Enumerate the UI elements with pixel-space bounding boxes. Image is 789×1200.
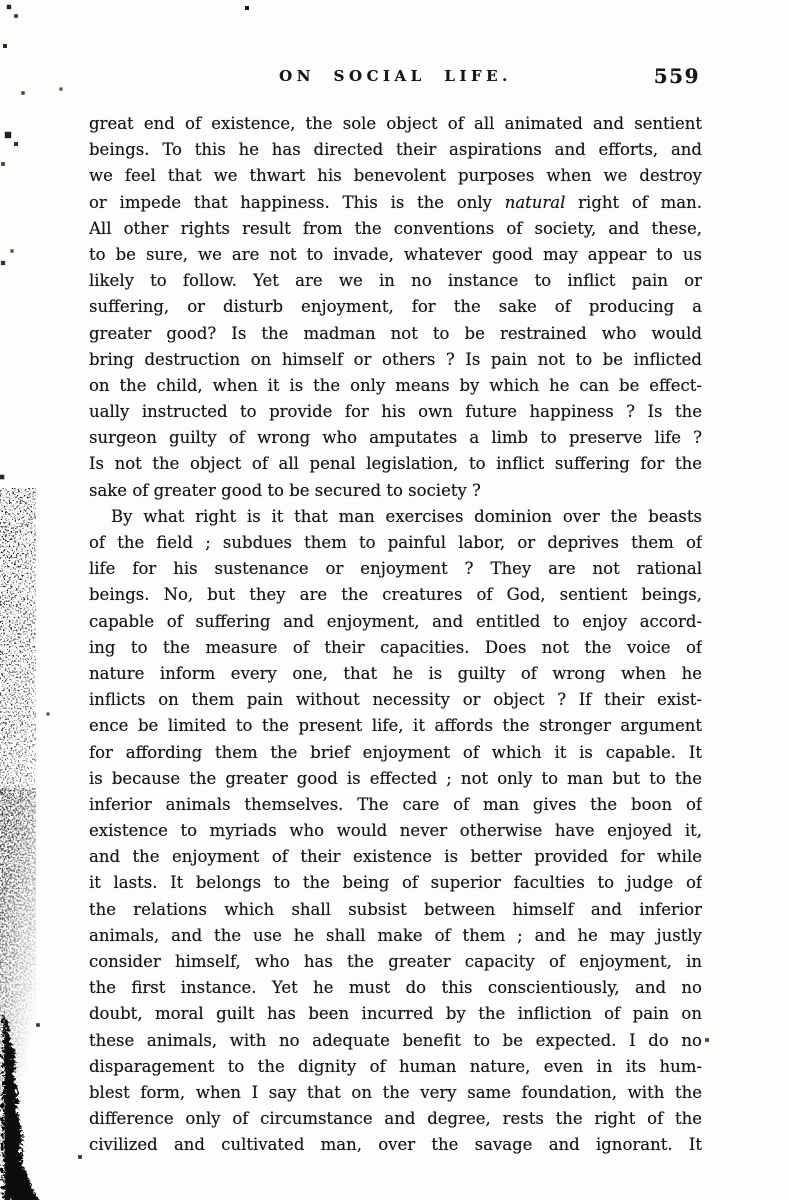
- text-line: capable of suffering and enjoyment, and entitled to enjoy accord-: [89, 611, 702, 631]
- text-line: of the field ; subdues them to painful labor, or deprives them of: [89, 533, 702, 552]
- text-line: is because the greater good is effected ; not only to man but to the: [89, 768, 702, 788]
- text-line: we feel that we thwart his benevolent purposes when we destroy: [89, 166, 702, 186]
- text-line: ence be limited to the present life, it affords the stronger argument: [89, 716, 702, 736]
- text-line: the relations which shall subsist between himself and inferior: [89, 899, 702, 919]
- text-line: animals, and the use he shall make of them ; and he may justly: [89, 925, 702, 945]
- text-line: or impede that happiness. This is the only natural right of man.: [89, 192, 702, 212]
- text-line: the first instance. Yet he must do this conscientiously, and no: [89, 978, 702, 998]
- text-line: By what right is it that man exercises dominion over the beasts: [111, 506, 702, 526]
- text-line: life for his sustenance or enjoyment ? They are not rational: [89, 559, 702, 579]
- text-line: civilized and cultivated man, over the savage and ignorant. It: [89, 1135, 702, 1155]
- text-line: and the enjoyment of their existence is better provided for while: [89, 847, 702, 867]
- text-line: these animals, with no adequate benefit to be expected. I do no: [89, 1030, 702, 1050]
- text-line: ing to the measure of their capacities. Does not the voice of: [89, 637, 702, 657]
- scan-blotch-shape: [0, 1004, 52, 1200]
- running-title: ON SOCIAL LIFE.: [279, 67, 512, 85]
- text-line: inferior animals themselves. The care of man gives the boon of: [89, 794, 702, 814]
- text-line: bring destruction on himself or others ? Is pain not to be inflicted: [89, 349, 702, 369]
- text-line: consider himself, who has the greater capacity of enjoyment, in: [89, 952, 702, 971]
- scan-blotch-bottom-left: [0, 1004, 52, 1200]
- text-line: blest form, when I say that on the very same foundation, with the: [89, 1082, 702, 1102]
- text-line: ually instructed to provide for his own future happiness ? Is the: [89, 402, 702, 422]
- text-line: to be sure, we are not to invade, whatever good may appear to us: [89, 244, 702, 264]
- text-line: sake of greater good to be secured to society ?: [89, 480, 481, 500]
- text-line: disparagement to the dignity of human nature, even in its hum-: [89, 1056, 702, 1076]
- text-line: suffering, or disturb enjoyment, for the sake of producing a: [89, 297, 702, 317]
- text-line: All other rights result from the conventions of society, and these,: [89, 218, 702, 238]
- text-line: it lasts. It belongs to the being of superior faculties to judge of: [89, 873, 702, 893]
- text-line: surgeon guilty of wrong who amputates a limb to preserve life ?: [89, 428, 702, 448]
- text-line: nature inform every one, that he is guilty of wrong when he: [89, 663, 702, 683]
- text-line: beings. To this he has directed their aspirations and efforts, and: [89, 140, 702, 160]
- text-line: difference only of circumstance and degree, rests the right of the: [89, 1109, 702, 1129]
- text-line: likely to follow. Yet are we in no instance to inflict pain or: [89, 271, 702, 291]
- text-line: for affording them the brief enjoyment of which it is capable. It: [89, 742, 702, 762]
- text-line: great end of existence, the sole object of all animated and sentient: [89, 114, 702, 133]
- text-line: greater good? Is the madman not to be restrained who would: [89, 323, 702, 343]
- text-line: on the child, when it is the only means by which he can be effect-: [89, 375, 702, 395]
- text-line: Is not the object of all penal legislation, to inflict suffering for the: [89, 454, 702, 474]
- text-line: beings. No, but they are the creatures of God, sentient beings,: [89, 585, 702, 605]
- scan-specks: [0, 0, 2, 2]
- page-header: [89, 64, 702, 95]
- text-line: doubt, moral guilt has been incurred by the infliction of pain on: [89, 1004, 702, 1024]
- text-line: inflicts on them pain without necessity or object ? If their exist-: [89, 690, 702, 710]
- text-line: existence to myriads who would never otherwise have enjoyed it,: [89, 821, 702, 841]
- page-text: [89, 111, 702, 1159]
- page-number: 559: [653, 64, 700, 88]
